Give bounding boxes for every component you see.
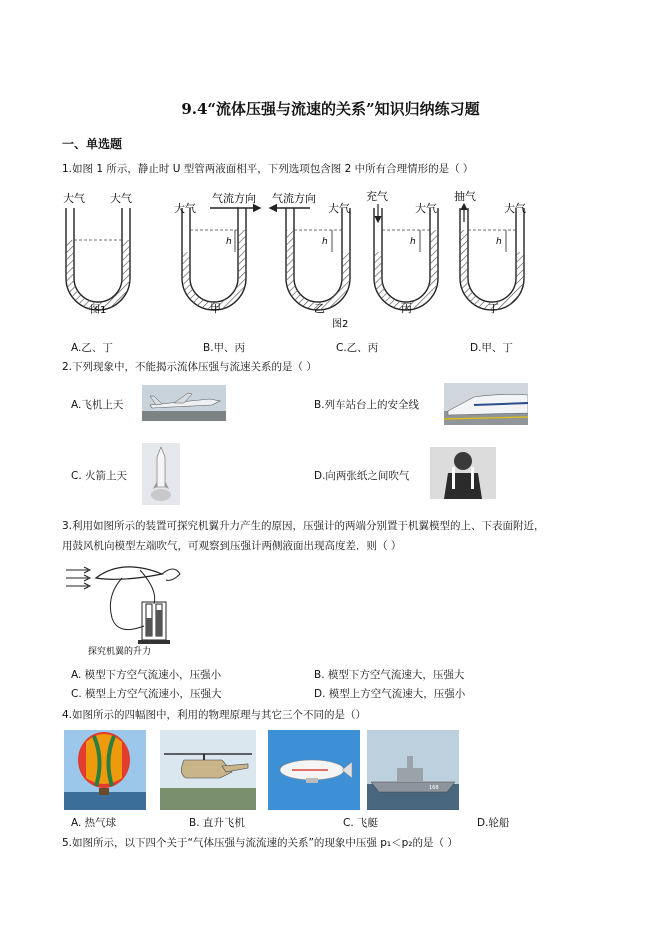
h-label: h [410,237,416,247]
q2-option-a[interactable]: A.飞机上天 [71,399,124,411]
section-heading: 一、单选题 [62,137,123,151]
blowing-paper-image [430,447,496,499]
q3-option-a[interactable]: A. 模型下方空气流速小，压强小 [71,669,222,681]
question-3-stem-line1: 3.利用如图所示的装置可探究机翼升力产生的原因，压强计的两端分别置于机翼模型的上、下表面附近， [62,520,545,532]
question-4-stem: 4.如图所示的四幅图中，利用的物理原理与其它三个不同的是（） [62,709,367,721]
u-tube-yi [270,191,350,330]
document-title: 9.4“流体压强与流速的关系”知识归纳练习题 [181,100,480,118]
u-tube-ding [454,189,526,315]
ship-hull-number: 168 [429,785,439,791]
flow-label: 气流方向 [272,192,316,205]
q2-option-d[interactable]: D.向两张纸之间吹气 [314,470,410,482]
label-jia: 甲 [210,302,221,315]
h-label: h [496,237,502,247]
flow-label: 气流方向 [212,192,256,205]
q4-option-a[interactable]: A. 热气球 [71,817,117,829]
question-1-stem: 1.如图 1 所示，静止时 U 型管两液面相平，下列选项包含图 2 中所有合理情形的是（ ） [62,163,474,175]
question-5-stem: 5.如图所示，以下四个关于“气体压强与流流速的关系”的现象中压强 p₁＜p₂的是（ ） [62,837,458,849]
u-tube-jia [174,191,260,315]
u-tube-bing [366,189,438,315]
q1-option-a[interactable]: A.乙、丁 [71,342,113,354]
fig2-label: 图2 [332,319,349,330]
q2-option-b[interactable]: B.列车站台上的安全线 [314,399,420,411]
u-tube-fig1 [63,191,132,316]
train-image [444,383,528,425]
q4-option-b[interactable]: B. 直升飞机 [189,817,245,829]
h-label: h [226,237,232,247]
q1-option-b[interactable]: B.甲、丙 [203,342,246,354]
q4-option-c[interactable]: C. 飞艇 [343,817,379,829]
atm-label: 大气 [110,192,132,205]
atm-label: 大气 [63,192,85,205]
q3-option-b[interactable]: B. 模型下方空气流速大，压强大 [314,669,465,681]
label-bing: 丙 [401,302,412,315]
airplane-image [142,385,226,421]
wing-caption: 探究机翼的升力 [88,647,152,657]
q4-option-d[interactable]: D.轮船 [477,817,510,829]
airship-image [268,730,360,810]
atm-label: 大气 [415,202,437,215]
q1-option-c[interactable]: C.乙、丙 [336,342,379,354]
helicopter-image [160,730,256,810]
q3-option-c[interactable]: C. 模型上方空气流速小，压强大 [71,688,222,700]
u-tube-figure [60,188,540,336]
fig1-label: 图1 [90,305,107,316]
atm-label: 大气 [174,202,196,215]
label-yi: 乙 [314,302,325,315]
pump-label: 抽气 [454,190,476,203]
q1-option-d[interactable]: D.甲、丁 [470,342,513,354]
q3-option-d[interactable]: D. 模型上方空气流速大，压强小 [314,688,466,700]
rocket-image [142,443,180,505]
question-2-stem: 2.下列现象中，不能揭示流体压强与流速关系的是（ ） [62,361,317,373]
fill-label: 充气 [366,190,388,203]
hot-air-balloon-image [64,730,146,810]
ship-image [367,730,459,810]
atm-label: 大气 [504,202,526,215]
wing-lift-apparatus [62,560,192,658]
atm-label: 大气 [328,202,350,215]
question-3-stem-line2: 用鼓风机向模型左端吹气，可观察到压强计两侧液面出现高度差．则（ ） [62,540,402,552]
q2-option-c[interactable]: C. 火箭上天 [71,470,128,482]
h-label: h [322,237,328,247]
label-ding: 丁 [488,302,499,315]
